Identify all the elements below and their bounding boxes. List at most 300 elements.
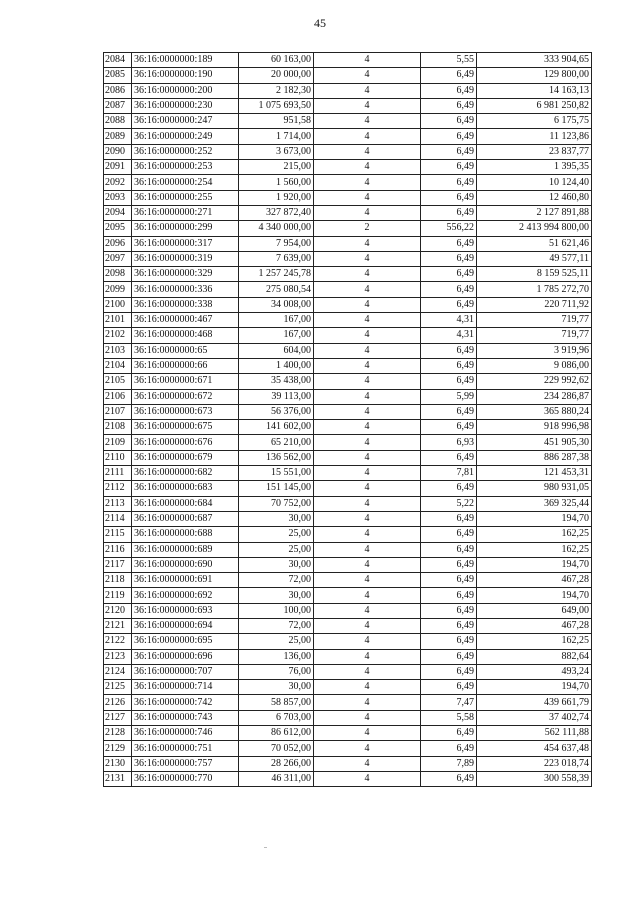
rate-cell: 6,49 <box>421 450 477 465</box>
category-code-cell: 4 <box>314 726 421 741</box>
amount-cell: 886 287,38 <box>477 450 592 465</box>
cadastral-number-cell: 36:16:0000000:691 <box>132 573 239 588</box>
table-row <box>104 282 592 297</box>
cadastral-number-cell: 36:16:0000000:671 <box>132 374 239 389</box>
area-cell: 275 080,54 <box>239 282 314 297</box>
amount-cell: 451 905,30 <box>477 435 592 450</box>
amount-cell: 12 460,80 <box>477 190 592 205</box>
amount-cell: 467,28 <box>477 618 592 633</box>
cadastral-number-cell: 36:16:0000000:329 <box>132 267 239 282</box>
row-number-cell: 2102 <box>104 328 132 343</box>
cadastral-number-cell: 36:16:0000000:675 <box>132 420 239 435</box>
rate-cell: 6,49 <box>421 649 477 664</box>
amount-cell: 369 325,44 <box>477 496 592 511</box>
row-number-cell: 2097 <box>104 251 132 266</box>
area-cell: 327 872,40 <box>239 205 314 220</box>
area-cell: 56 376,00 <box>239 404 314 419</box>
rate-cell: 6,49 <box>421 68 477 83</box>
cadastral-number-cell: 36:16:0000000:707 <box>132 664 239 679</box>
rate-cell: 6,49 <box>421 634 477 649</box>
amount-cell: 562 111,88 <box>477 726 592 741</box>
cadastral-number-cell: 36:16:0000000:746 <box>132 726 239 741</box>
rate-cell: 6,49 <box>421 236 477 251</box>
amount-cell: 121 453,31 <box>477 466 592 481</box>
area-cell: 25,00 <box>239 542 314 557</box>
rate-cell: 6,49 <box>421 542 477 557</box>
category-code-cell: 4 <box>314 680 421 695</box>
area-cell: 167,00 <box>239 313 314 328</box>
row-number-cell: 2114 <box>104 511 132 526</box>
table-row <box>104 511 592 526</box>
table-row <box>104 343 592 358</box>
area-cell: 25,00 <box>239 527 314 542</box>
amount-cell: 3 919,96 <box>477 343 592 358</box>
amount-cell: 454 637,48 <box>477 741 592 756</box>
row-number-cell: 2125 <box>104 680 132 695</box>
category-code-cell: 4 <box>314 756 421 771</box>
row-number-cell: 2112 <box>104 481 132 496</box>
category-code-cell: 4 <box>314 160 421 175</box>
cadastral-number-cell: 36:16:0000000:65 <box>132 343 239 358</box>
cadastral-number-cell: 36:16:0000000:714 <box>132 680 239 695</box>
rate-cell: 6,49 <box>421 83 477 98</box>
rate-cell: 7,89 <box>421 756 477 771</box>
category-code-cell: 4 <box>314 435 421 450</box>
table-body <box>104 53 592 787</box>
row-number-cell: 2086 <box>104 83 132 98</box>
category-code-cell: 4 <box>314 573 421 588</box>
cadastral-number-cell: 36:16:0000000:247 <box>132 114 239 129</box>
area-cell: 58 857,00 <box>239 695 314 710</box>
category-code-cell: 4 <box>314 649 421 664</box>
row-number-cell: 2089 <box>104 129 132 144</box>
category-code-cell: 4 <box>314 251 421 266</box>
area-cell: 1 075 693,50 <box>239 98 314 113</box>
cadastral-number-cell: 36:16:0000000:468 <box>132 328 239 343</box>
cadastral-number-cell: 36:16:0000000:742 <box>132 695 239 710</box>
rate-cell: 6,49 <box>421 251 477 266</box>
category-code-cell: 4 <box>314 634 421 649</box>
cadastral-number-cell: 36:16:0000000:200 <box>132 83 239 98</box>
rate-cell: 6,49 <box>421 741 477 756</box>
rate-cell: 6,49 <box>421 129 477 144</box>
cadastral-number-cell: 36:16:0000000:692 <box>132 588 239 603</box>
cadastral-number-cell: 36:16:0000000:317 <box>132 236 239 251</box>
category-code-cell: 4 <box>314 450 421 465</box>
table-row <box>104 771 592 786</box>
table-row <box>104 603 592 618</box>
area-cell: 60 163,00 <box>239 53 314 68</box>
rate-cell: 6,49 <box>421 144 477 159</box>
area-cell: 1 257 245,78 <box>239 267 314 282</box>
table-row <box>104 588 592 603</box>
area-cell: 72,00 <box>239 573 314 588</box>
amount-cell: 719,77 <box>477 313 592 328</box>
category-code-cell: 4 <box>314 389 421 404</box>
table-row <box>104 450 592 465</box>
cadastral-number-cell: 36:16:0000000:299 <box>132 221 239 236</box>
amount-cell: 234 286,87 <box>477 389 592 404</box>
cadastral-number-cell: 36:16:0000000:673 <box>132 404 239 419</box>
row-number-cell: 2087 <box>104 98 132 113</box>
amount-cell: 10 124,40 <box>477 175 592 190</box>
table-row <box>104 175 592 190</box>
table-row <box>104 420 592 435</box>
category-code-cell: 4 <box>314 404 421 419</box>
rate-cell: 6,49 <box>421 114 477 129</box>
rate-cell: 6,49 <box>421 511 477 526</box>
category-code-cell: 4 <box>314 557 421 572</box>
table-row <box>104 68 592 83</box>
amount-cell: 2 413 994 800,00 <box>477 221 592 236</box>
amount-cell: 223 018,74 <box>477 756 592 771</box>
cadastral-number-cell: 36:16:0000000:687 <box>132 511 239 526</box>
table-row <box>104 313 592 328</box>
area-cell: 15 551,00 <box>239 466 314 481</box>
rate-cell: 6,49 <box>421 297 477 312</box>
cadastral-number-cell: 36:16:0000000:336 <box>132 282 239 297</box>
rate-cell: 5,58 <box>421 710 477 725</box>
row-number-cell: 2116 <box>104 542 132 557</box>
row-number-cell: 2113 <box>104 496 132 511</box>
area-cell: 215,00 <box>239 160 314 175</box>
row-number-cell: 2101 <box>104 313 132 328</box>
row-number-cell: 2108 <box>104 420 132 435</box>
area-cell: 151 145,00 <box>239 481 314 496</box>
row-number-cell: 2115 <box>104 527 132 542</box>
row-number-cell: 2126 <box>104 695 132 710</box>
row-number-cell: 2084 <box>104 53 132 68</box>
row-number-cell: 2100 <box>104 297 132 312</box>
rate-cell: 6,49 <box>421 205 477 220</box>
table-row <box>104 481 592 496</box>
category-code-cell: 4 <box>314 297 421 312</box>
amount-cell: 194,70 <box>477 557 592 572</box>
amount-cell: 980 931,05 <box>477 481 592 496</box>
amount-cell: 194,70 <box>477 588 592 603</box>
amount-cell: 6 175,75 <box>477 114 592 129</box>
cadastral-number-cell: 36:16:0000000:190 <box>132 68 239 83</box>
cadastral-number-cell: 36:16:0000000:271 <box>132 205 239 220</box>
row-number-cell: 2107 <box>104 404 132 419</box>
cadastral-number-cell: 36:16:0000000:66 <box>132 358 239 373</box>
table-row <box>104 114 592 129</box>
amount-cell: 129 800,00 <box>477 68 592 83</box>
cadastral-number-cell: 36:16:0000000:253 <box>132 160 239 175</box>
category-code-cell: 4 <box>314 313 421 328</box>
cadastral-number-cell: 36:16:0000000:255 <box>132 190 239 205</box>
category-code-cell: 4 <box>314 466 421 481</box>
area-cell: 72,00 <box>239 618 314 633</box>
row-number-cell: 2122 <box>104 634 132 649</box>
area-cell: 141 602,00 <box>239 420 314 435</box>
area-cell: 30,00 <box>239 557 314 572</box>
category-code-cell: 4 <box>314 267 421 282</box>
cadastral-number-cell: 36:16:0000000:338 <box>132 297 239 312</box>
row-number-cell: 2123 <box>104 649 132 664</box>
row-number-cell: 2130 <box>104 756 132 771</box>
area-cell: 34 008,00 <box>239 297 314 312</box>
table-row <box>104 741 592 756</box>
row-number-cell: 2118 <box>104 573 132 588</box>
category-code-cell: 4 <box>314 98 421 113</box>
area-cell: 7 954,00 <box>239 236 314 251</box>
rate-cell: 6,49 <box>421 618 477 633</box>
area-cell: 25,00 <box>239 634 314 649</box>
category-code-cell: 4 <box>314 343 421 358</box>
cadastral-number-cell: 36:16:0000000:189 <box>132 53 239 68</box>
table-row <box>104 83 592 98</box>
scan-mark <box>264 847 267 848</box>
table-row <box>104 190 592 205</box>
area-cell: 604,00 <box>239 343 314 358</box>
category-code-cell: 4 <box>314 664 421 679</box>
cadastral-number-cell: 36:16:0000000:672 <box>132 389 239 404</box>
table-row <box>104 144 592 159</box>
row-number-cell: 2091 <box>104 160 132 175</box>
amount-cell: 2 127 891,88 <box>477 205 592 220</box>
table-row <box>104 649 592 664</box>
cadastral-number-cell: 36:16:0000000:683 <box>132 481 239 496</box>
area-cell: 1 714,00 <box>239 129 314 144</box>
table-row <box>104 710 592 725</box>
cadastral-number-cell: 36:16:0000000:751 <box>132 741 239 756</box>
row-number-cell: 2121 <box>104 618 132 633</box>
category-code-cell: 4 <box>314 282 421 297</box>
area-cell: 167,00 <box>239 328 314 343</box>
category-code-cell: 4 <box>314 618 421 633</box>
table-row <box>104 466 592 481</box>
amount-cell: 882,64 <box>477 649 592 664</box>
rate-cell: 6,49 <box>421 527 477 542</box>
rate-cell: 6,49 <box>421 680 477 695</box>
rate-cell: 5,99 <box>421 389 477 404</box>
table-row <box>104 542 592 557</box>
table-row <box>104 98 592 113</box>
row-number-cell: 2085 <box>104 68 132 83</box>
amount-cell: 9 086,00 <box>477 358 592 373</box>
category-code-cell: 4 <box>314 129 421 144</box>
area-cell: 39 113,00 <box>239 389 314 404</box>
category-code-cell: 4 <box>314 481 421 496</box>
table-row <box>104 557 592 572</box>
table-row <box>104 527 592 542</box>
area-cell: 136 562,00 <box>239 450 314 465</box>
table-row <box>104 496 592 511</box>
category-code-cell: 4 <box>314 496 421 511</box>
rate-cell: 6,49 <box>421 358 477 373</box>
row-number-cell: 2120 <box>104 603 132 618</box>
category-code-cell: 4 <box>314 190 421 205</box>
cadastral-number-cell: 36:16:0000000:249 <box>132 129 239 144</box>
cadastral-number-cell: 36:16:0000000:252 <box>132 144 239 159</box>
area-cell: 46 311,00 <box>239 771 314 786</box>
cadastral-number-cell: 36:16:0000000:690 <box>132 557 239 572</box>
rate-cell: 6,49 <box>421 420 477 435</box>
rate-cell: 6,49 <box>421 267 477 282</box>
area-cell: 4 340 000,00 <box>239 221 314 236</box>
amount-cell: 162,25 <box>477 634 592 649</box>
amount-cell: 467,28 <box>477 573 592 588</box>
row-number-cell: 2128 <box>104 726 132 741</box>
cadastral-number-cell: 36:16:0000000:319 <box>132 251 239 266</box>
rate-cell: 6,93 <box>421 435 477 450</box>
rate-cell: 556,22 <box>421 221 477 236</box>
amount-cell: 220 711,92 <box>477 297 592 312</box>
area-cell: 20 000,00 <box>239 68 314 83</box>
row-number-cell: 2111 <box>104 466 132 481</box>
area-cell: 3 673,00 <box>239 144 314 159</box>
table-row <box>104 664 592 679</box>
row-number-cell: 2099 <box>104 282 132 297</box>
row-number-cell: 2119 <box>104 588 132 603</box>
area-cell: 65 210,00 <box>239 435 314 450</box>
row-number-cell: 2088 <box>104 114 132 129</box>
row-number-cell: 2127 <box>104 710 132 725</box>
row-number-cell: 2098 <box>104 267 132 282</box>
rate-cell: 6,49 <box>421 726 477 741</box>
category-code-cell: 4 <box>314 68 421 83</box>
rate-cell: 6,49 <box>421 664 477 679</box>
category-code-cell: 4 <box>314 114 421 129</box>
rate-cell: 6,49 <box>421 481 477 496</box>
category-code-cell: 4 <box>314 710 421 725</box>
area-cell: 76,00 <box>239 664 314 679</box>
area-cell: 6 703,00 <box>239 710 314 725</box>
category-code-cell: 4 <box>314 53 421 68</box>
rate-cell: 6,49 <box>421 404 477 419</box>
rate-cell: 6,49 <box>421 190 477 205</box>
rate-cell: 6,49 <box>421 160 477 175</box>
category-code-cell: 4 <box>314 542 421 557</box>
table-row <box>104 695 592 710</box>
area-cell: 100,00 <box>239 603 314 618</box>
amount-cell: 493,24 <box>477 664 592 679</box>
cadastral-number-cell: 36:16:0000000:696 <box>132 649 239 664</box>
area-cell: 136,00 <box>239 649 314 664</box>
rate-cell: 4,31 <box>421 313 477 328</box>
row-number-cell: 2117 <box>104 557 132 572</box>
area-cell: 70 752,00 <box>239 496 314 511</box>
category-code-cell: 4 <box>314 527 421 542</box>
category-code-cell: 4 <box>314 144 421 159</box>
table-row <box>104 251 592 266</box>
category-code-cell: 4 <box>314 358 421 373</box>
cadastral-number-cell: 36:16:0000000:682 <box>132 466 239 481</box>
row-number-cell: 2104 <box>104 358 132 373</box>
cadastral-number-cell: 36:16:0000000:694 <box>132 618 239 633</box>
row-number-cell: 2096 <box>104 236 132 251</box>
table-row <box>104 435 592 450</box>
area-cell: 2 182,30 <box>239 83 314 98</box>
row-number-cell: 2109 <box>104 435 132 450</box>
category-code-cell: 4 <box>314 603 421 618</box>
row-number-cell: 2093 <box>104 190 132 205</box>
rate-cell: 6,49 <box>421 98 477 113</box>
amount-cell: 719,77 <box>477 328 592 343</box>
amount-cell: 49 577,11 <box>477 251 592 266</box>
row-number-cell: 2131 <box>104 771 132 786</box>
category-code-cell: 4 <box>314 328 421 343</box>
table-row <box>104 53 592 68</box>
table-row <box>104 205 592 220</box>
cadastral-table <box>103 52 592 787</box>
amount-cell: 365 880,24 <box>477 404 592 419</box>
row-number-cell: 2103 <box>104 343 132 358</box>
area-cell: 30,00 <box>239 588 314 603</box>
table-row <box>104 267 592 282</box>
table-row <box>104 726 592 741</box>
rate-cell: 7,81 <box>421 466 477 481</box>
category-code-cell: 4 <box>314 771 421 786</box>
table-row <box>104 756 592 771</box>
amount-cell: 14 163,13 <box>477 83 592 98</box>
cadastral-number-cell: 36:16:0000000:679 <box>132 450 239 465</box>
table-row <box>104 236 592 251</box>
cadastral-number-cell: 36:16:0000000:688 <box>132 527 239 542</box>
cadastral-number-cell: 36:16:0000000:689 <box>132 542 239 557</box>
amount-cell: 11 123,86 <box>477 129 592 144</box>
rate-cell: 6,49 <box>421 603 477 618</box>
rate-cell: 6,49 <box>421 282 477 297</box>
row-number-cell: 2110 <box>104 450 132 465</box>
area-cell: 951,58 <box>239 114 314 129</box>
amount-cell: 918 996,98 <box>477 420 592 435</box>
rate-cell: 6,49 <box>421 588 477 603</box>
table-row <box>104 680 592 695</box>
amount-cell: 1 395,35 <box>477 160 592 175</box>
category-code-cell: 4 <box>314 588 421 603</box>
row-number-cell: 2106 <box>104 389 132 404</box>
row-number-cell: 2095 <box>104 221 132 236</box>
amount-cell: 1 785 272,70 <box>477 282 592 297</box>
rate-cell: 7,47 <box>421 695 477 710</box>
cadastral-number-cell: 36:16:0000000:757 <box>132 756 239 771</box>
row-number-cell: 2090 <box>104 144 132 159</box>
category-code-cell: 4 <box>314 695 421 710</box>
area-cell: 35 438,00 <box>239 374 314 389</box>
area-cell: 7 639,00 <box>239 251 314 266</box>
amount-cell: 300 558,39 <box>477 771 592 786</box>
table-row <box>104 358 592 373</box>
category-code-cell: 4 <box>314 236 421 251</box>
rate-cell: 5,55 <box>421 53 477 68</box>
amount-cell: 37 402,74 <box>477 710 592 725</box>
area-cell: 1 560,00 <box>239 175 314 190</box>
amount-cell: 8 159 525,11 <box>477 267 592 282</box>
cadastral-number-cell: 36:16:0000000:743 <box>132 710 239 725</box>
amount-cell: 6 981 250,82 <box>477 98 592 113</box>
rate-cell: 6,49 <box>421 557 477 572</box>
rate-cell: 6,49 <box>421 374 477 389</box>
cadastral-number-cell: 36:16:0000000:254 <box>132 175 239 190</box>
category-code-cell: 4 <box>314 511 421 526</box>
rate-cell: 6,49 <box>421 175 477 190</box>
page-number: 45 <box>314 16 326 30</box>
area-cell: 1 400,00 <box>239 358 314 373</box>
table-row <box>104 389 592 404</box>
table-row <box>104 618 592 633</box>
table-row <box>104 634 592 649</box>
row-number-cell: 2094 <box>104 205 132 220</box>
table-row <box>104 374 592 389</box>
category-code-cell: 2 <box>314 221 421 236</box>
rate-cell: 5,22 <box>421 496 477 511</box>
cadastral-number-cell: 36:16:0000000:467 <box>132 313 239 328</box>
category-code-cell: 4 <box>314 175 421 190</box>
row-number-cell: 2105 <box>104 374 132 389</box>
table-row <box>104 404 592 419</box>
